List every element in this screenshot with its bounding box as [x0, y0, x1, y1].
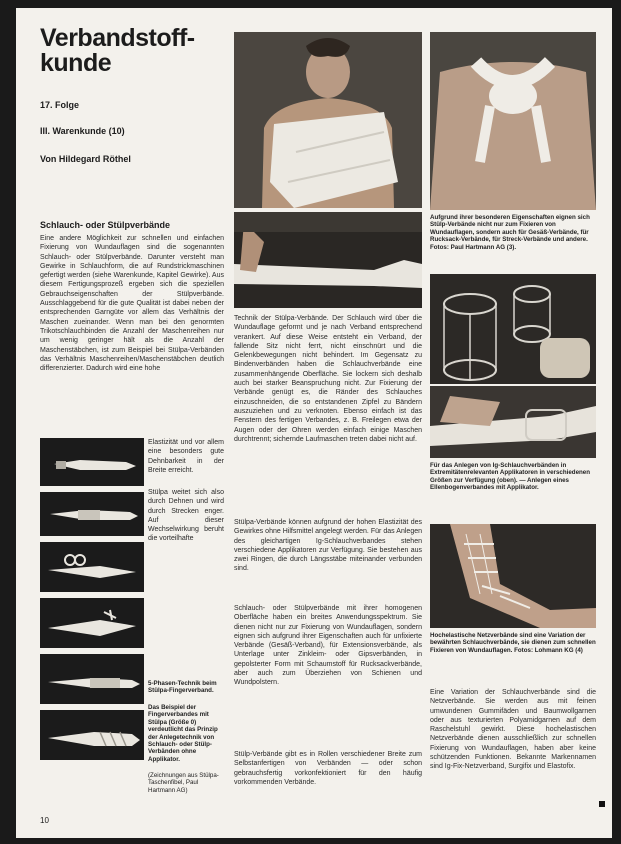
column-2-paragraph-4: Stülp-Verbände gibt es in Rollen verschiedener Breite zum Selbstanfertigen von Verbänden — oder schon gebrauchsfertig vorkonfektioniert für den häufig vorkommenden Verbände.	[234, 751, 422, 786]
photo-applicator-rings	[430, 274, 596, 384]
finger-bandage-drawing-3	[40, 542, 144, 592]
series-label: 17. Folge	[40, 100, 80, 110]
column-1-beside-text-1: Elastizität und vor allem eine besonders gute Dehnbarkeit in der Breite erreicht.	[148, 439, 224, 474]
section-label: III. Warenkunde (10)	[40, 126, 125, 136]
column-2-paragraph-3: Schlauch- oder Stülpverbände mit ihrer homogenen Oberfläche haben ein breites Anwendungsspektrum. Sie dienen nicht nur zur Fixierung von Wundauflagen, sondern eignen sich aufgrund ihrer Eigenschaften auch für unfixierte Verbände (Gesäß-Verband), für Extensionsverbände, als Unterlage unter Zinkleim- oder Gipsverbänden, in gepolsterter Form mit Schaumstoff für Rucksackverbände, aber auch zum Überziehen von Schienen und Wundpolstern.	[234, 605, 422, 687]
caption-top-right-photo: Aufgrund ihrer besonderen Eigenschaften eignen sich Stülp-Verbände nicht nur zum Fixieren von Wundauflagen, sondern auch für Gesäß-Verbände, für Rucksack-Verbände, für Streck-Verbände und andere. Fotos: Paul Hartmann AG (3).	[430, 214, 590, 251]
page-number: 10	[40, 816, 49, 825]
sequence-caption-credit: (Zeichnungen aus Stülpa-Taschenfibel, Paul Hartmann AG)	[148, 772, 219, 794]
finger-bandage-drawing-4	[40, 598, 144, 648]
title-line-1: Verbandstoff-	[40, 24, 195, 52]
column-2-paragraph-2: Stülpa-Verbände können aufgrund der hohen Elastizität des Gewirkes ohne Hilfsmittel angelegt werden. Für das Anlegen des gleichartigen Ig-Schlauchverbandes stehen verschiedene Applikatoren zur Verfügung. Sie bestehen aus zwei Ringen, die durch Längsstäbe miteinander verbunden sind.	[234, 519, 422, 573]
article-title	[40, 26, 195, 76]
photo-elbow-bandage-applicator	[430, 386, 596, 458]
photo-man-shoulder-bandage	[234, 32, 422, 208]
caption-low-right-photo: Hochelastische Netzverbände sind eine Variation der bewährten Schlauchverbände, sie dienen zum schnellen Fixieren von Wundauflagen. Fotos: Lohmann KG (4)	[430, 632, 596, 654]
photo-net-bandage-leg	[430, 524, 596, 628]
title-line-2: kunde	[40, 49, 112, 77]
finger-bandage-drawing-5	[40, 654, 144, 704]
finger-bandage-drawing-2	[40, 492, 144, 536]
sequence-caption-title: 5-Phasen-Technik beim Stülpa-Fingerverband.	[148, 680, 217, 695]
finger-bandage-drawing-1	[40, 438, 144, 486]
column-3-paragraph-1: Eine Variation der Schlauchverbände sind die Netzverbände. Sie werden aus mit feinen umwundenen Gummifäden und Baumwollgarnen oder aus texturierten Polyamidgarnen auf dem Raschelstuhl gewirkt. Diese hochelastischen Netzverbände dienen ausschließlich zur schnellen Fixierung von Wundauflagen, haben aber keine schützenden Funktionen. Bekannte Markennamen sind Ig-Fix-Netzverband, Surgifix und Elastofix.	[430, 689, 596, 771]
article-end-mark	[599, 801, 605, 807]
caption-mid-right-photo: Für das Anlegen von Ig-Schlauchverbänden in Extremitätenrelevanten Applikatoren in verschiedenen Größen zur Verfügung (oben). — Anlegen eines Ellenbogenverbandes mit Applikator.	[430, 462, 591, 492]
finger-bandage-drawing-6	[40, 710, 144, 760]
magazine-page	[16, 8, 612, 838]
column-2-paragraph-1: Technik der Stülpa-Verbände. Der Schlauch wird über die Wundauflage geformt und je nach Verband entsprechend verankert. Auf diese Weise entsteht ein Verband, der fallende Sitz nicht ferrt, nicht einschnürt und die Gelenkbewegungen nicht behindert. Im Gegensatz zu Bindenverbänden haben die Schlauchverbände eine zusammenhängende Oberfläche. Sie lockern sich deshalb auch bei starker Beanspruchung nicht. Zur Fixierung der Verbände genügt es, die Ränder des Schlauches einzuschneiden, die so entstandenen Zipfel zu Bändern auszuziehen und zu verknoten. Ebenso einfach ist das Fenstern des fertigen Verbandes, z. B. Freilegen etwa der Augen oder der Ohren werden einfach einige Maschen durchtrennt; sichernde Laufmaschen treten dabei nicht auf.	[234, 315, 422, 443]
column-1-intro: Eine andere Möglichkeit zur schnellen und einfachen Fixierung von Wundauflagen sind die sogenannten Schlauch- oder Stülpverbände. Darunter versteht man Gewirke in Schlauchform, die auf Rundstrickmaschinen gefertigt werden (siehe Warenkunde, Kapitel Gewirke). Aus diesem Fertigungsprozeß ergeben sich die speziellen Gebrauchseigenschaften der Stülpverbände. Ausschlaggebend für die gute Qualität ist dabei neben der entsprechenden Garngüte vor allem das Verhältnis der Maschen zueinander. Wenn man bei den genormten Trikotschlauchbinden die Anzahl der Maschenreihen nur um wenig geringer hält als die Anzahl der Maschenstäbchen, ist zum Beispiel bei Stülpa-Verbänden das Verhältnis Maschenreihen/Maschenstäbchen deutlich differenzierter. Dadurch wird eine hohe	[40, 235, 224, 373]
photo-back-rucksack-bandage	[430, 32, 596, 210]
column-1-beside-text-2: Stülpa weitet sich also durch Dehnen und wird durch Strecken enger. Auf dieser Wechselwirkung beruht die vorteilhafte	[148, 489, 224, 543]
section-heading: Schlauch- oder Stülpverbände	[40, 220, 171, 230]
author-byline: Von Hildegard Röthel	[40, 154, 131, 164]
photo-leg-bandage	[234, 212, 422, 308]
sequence-caption-body: Das Beispiel der Fingerverbandes mit Stülpa (Größe 0) verdeutlicht das Prinzip der Anlegetechnik von Schlauch- oder Stülp-Verbänden ohne Applikator.	[148, 704, 218, 763]
